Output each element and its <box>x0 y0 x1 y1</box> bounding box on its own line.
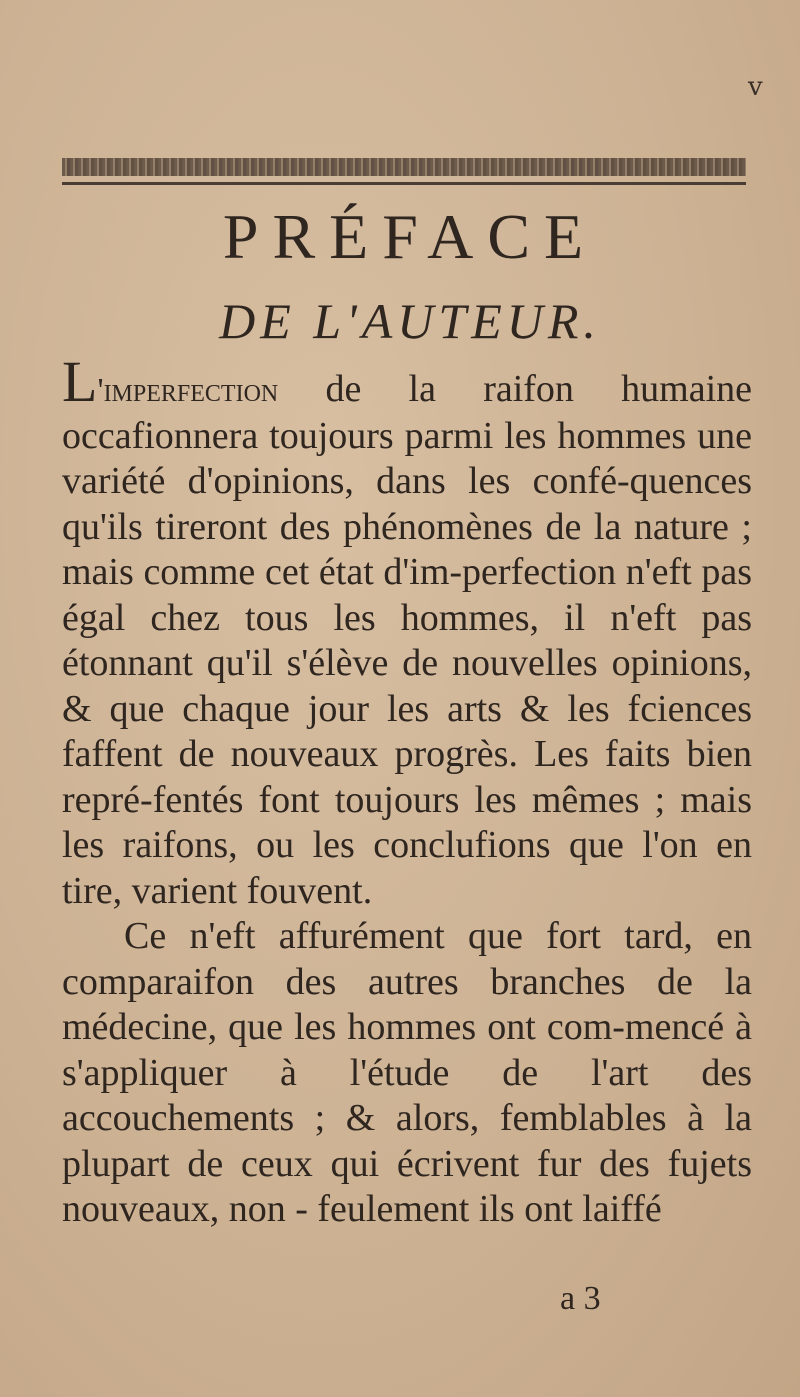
signature-mark: a 3 <box>560 1280 601 1317</box>
page-subtitle: DE L'AUTEUR. <box>219 293 601 349</box>
ornamental-band <box>62 158 746 176</box>
paragraph-1 <box>62 349 752 914</box>
small-caps-word: 'imperfection <box>97 372 279 409</box>
body-text <box>62 349 752 1233</box>
drop-cap: L <box>62 349 98 414</box>
paragraph-1-text: de la raifon humaine occafionnera toujours parmi les hommes une variété d'opinions, dans les confé-quences qu'ils tireront des phénomènes de la nature ; mais comme cet état d'im-perfection n'eft pas égal chez tous les hommes, il n'eft pas étonnant qu'il s'élève de nouvelles opinions, & que chaque jour les arts & les fciences faffent de nouveaux progrès. Les faits bien repré-fentés font toujours les mêmes ; mais les raifons, ou les conclufions que l'on en tire, varient fouvent. <box>62 368 752 912</box>
paragraph-2: Ce n'eft affurément que fort tard, en comparaifon des autres branches de la médecine, que les hommes ont com-mencé à s'appliquer à l'étude de l'art des accouchements ; & alors, femblables à la plupart de ceux qui écrivent fur des fujets nouveaux, non - feulement ils ont laiffé <box>62 915 752 1230</box>
corner-mark: v <box>748 72 763 102</box>
page-title: PRÉFACE <box>222 201 598 272</box>
rule-line <box>62 182 746 185</box>
